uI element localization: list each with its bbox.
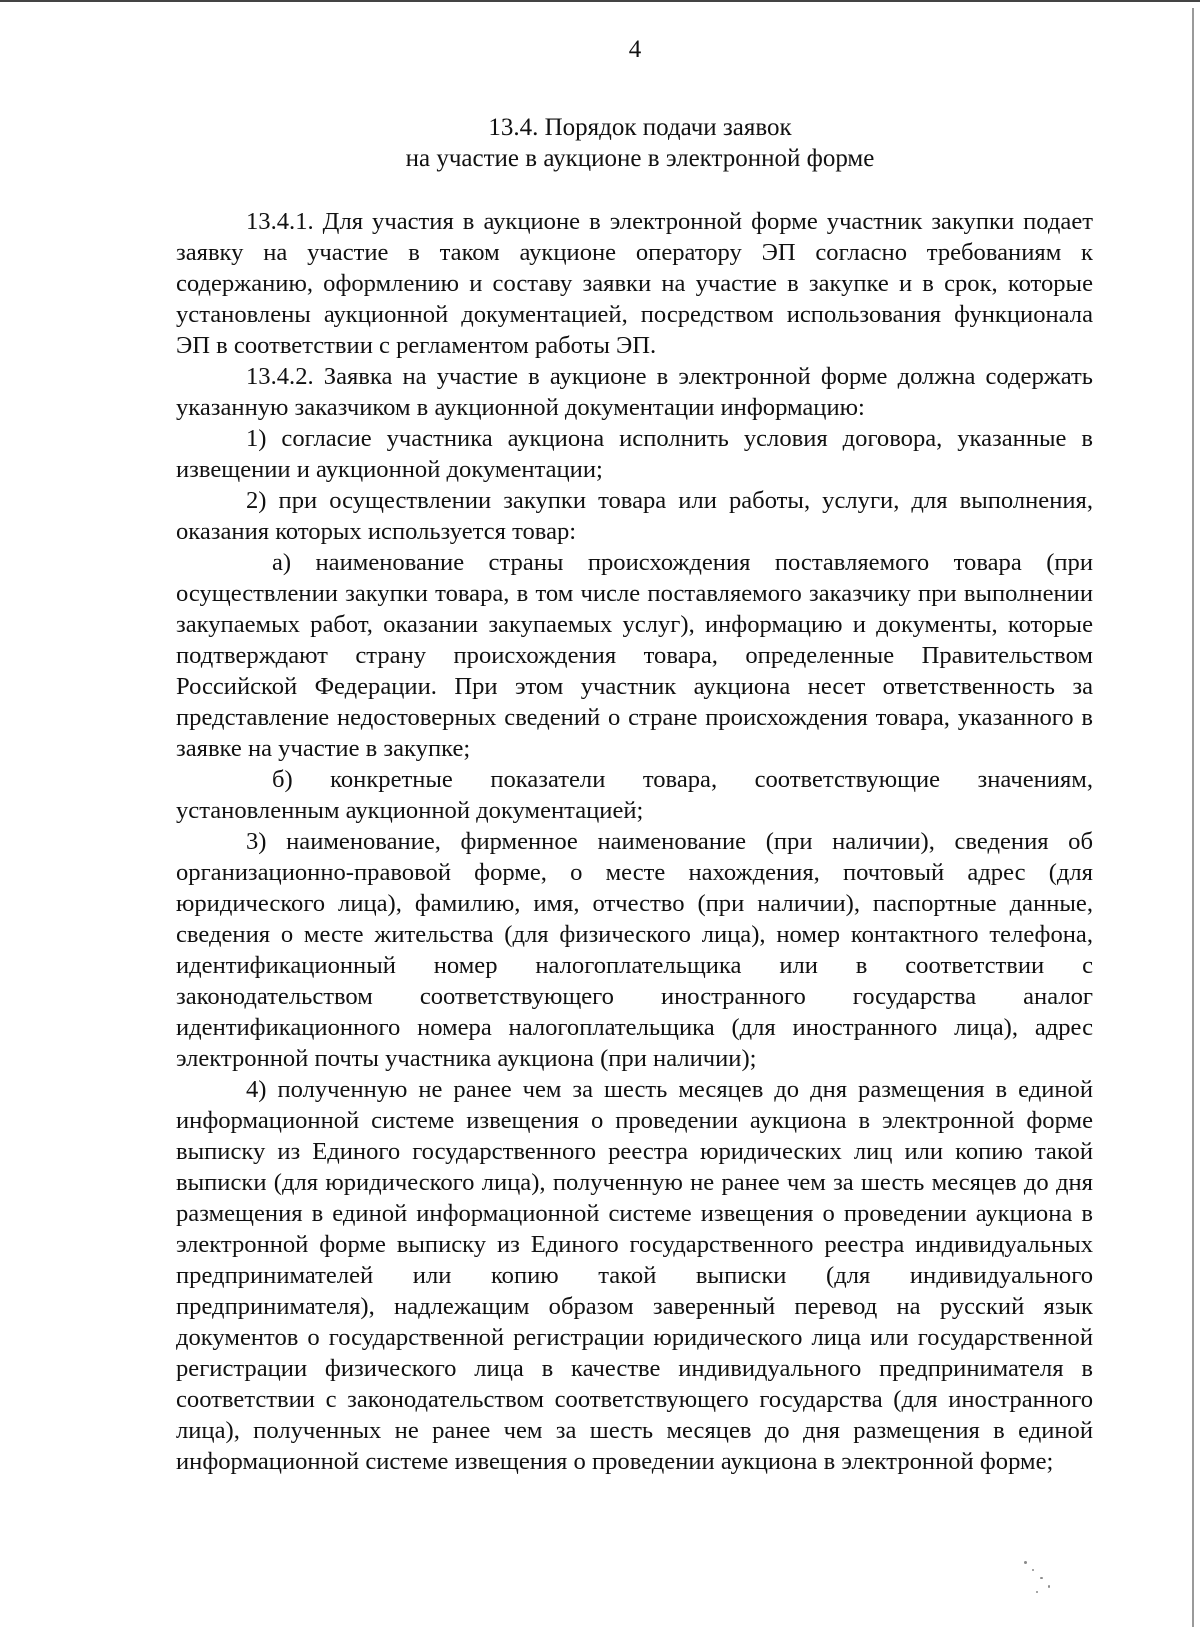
section-title-line-1: 13.4. Порядок подачи заявок <box>488 114 792 141</box>
list-item-2b: б) конкретные показатели товара, соответствующие значениям, установленным аукционной документацией; <box>176 766 1093 824</box>
paragraph-13-4-2: 13.4.2. Заявка на участие в аукционе в электронной форме должна содержать указанную заказчиком в аукционной документации информацию: <box>176 363 1093 421</box>
section-title <box>300 112 980 174</box>
page-number: 4 <box>628 36 642 63</box>
scan-right-edge <box>1192 8 1194 1627</box>
list-item-3: 3) наименование, фирменное наименование (при наличии), сведения об организационно-правовой форме, о месте нахождения, почтовый адрес (для юридического лица), фамилию, имя, отчество (при наличии), паспортные данные, сведения о месте жительства (для физического лица), номер контактного телефона, идентификационный номер налогоплательщика или в соответствии с законодательством соответствующего иностранного государства аналог идентификационного номера налогоплательщика (для иностранного лица), адрес электронной почты участника аукциона (при наличии); <box>176 828 1093 1072</box>
paragraph-13-4-1: 13.4.1. Для участия в аукционе в электронной форме участник закупки подает заявку на участие в таком аукционе оператору ЭП согласно требованиям к содержанию, оформлению и составу заявки на участие в закупке и в срок, которые установлены аукционной документацией, посредством использования функционала ЭП в соответствии с регламентом работы ЭП. <box>176 208 1093 359</box>
document-body <box>176 206 1093 1477</box>
scan-top-edge <box>0 0 1200 12</box>
list-item-2a: а) наименование страны происхождения поставляемого товара (при осуществлении закупки товара, в том числе поставляемого заказчику при выполнении закупаемых работ, оказании закупаемых услуг), информацию и документы, которые подтверждают страну происхождения товара, определенные Правительством Российской Федерации. При этом участник аукциона несет ответственность за представление недостоверных сведений о стране происхождения товара, указанного в заявке на участие в закупке; <box>176 549 1093 762</box>
list-item-4: 4) полученную не ранее чем за шесть месяцев до дня размещения в единой информационной системе извещения о проведении аукциона в электронной форме выписку из Единого государственного реестра юридических лиц или копию такой выписки (для юридического лица), полученную не ранее чем за шесть месяцев до дня размещения в единой информационной системе извещения о проведении аукциона в электронной форме выписку из Единого государственного реестра индивидуальных предпринимателей или копию такой выписки (для индивидуального предпринимателя), надлежащим образом заверенный перевод на русский язык документов о государственной регистрации юридического лица или государственной регистрации физического лица в качестве индивидуального предпринимателя в соответствии с законодательством соответствующего государства (для иностранного лица), полученных не ранее чем за шесть месяцев до дня размещения в единой информационной системе извещения о проведении аукциона в электронной форме; <box>176 1076 1093 1475</box>
scan-speckle <box>1020 1555 1070 1605</box>
list-item-1: 1) согласие участника аукциона исполнить условия договора, указанные в извещении и аукционной документации; <box>176 425 1093 483</box>
list-item-2: 2) при осуществлении закупки товара или работы, услуги, для выполнения, оказания которых используется товар: <box>176 487 1093 545</box>
section-title-line-2: на участие в аукционе в электронной форме <box>405 145 875 172</box>
